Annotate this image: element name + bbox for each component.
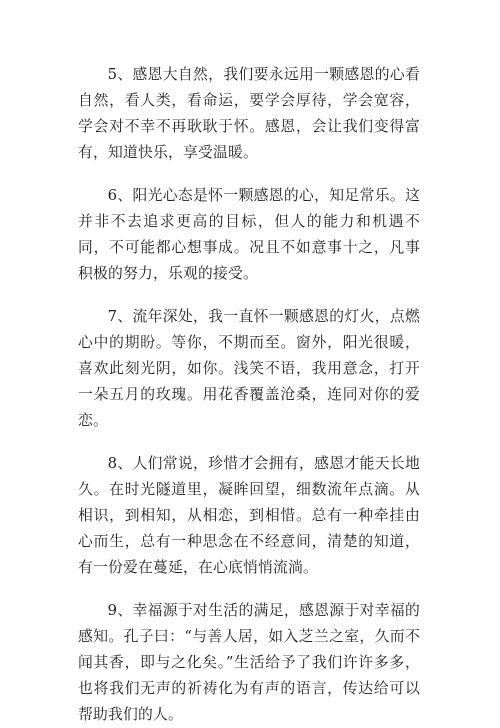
paragraph-8: 8、人们常说，珍惜才会拥有，感恩才能天长地久。在时光隧道里，凝眸回望，细数流年点滴。从相识，到相知，从相恋，到相惜。总有一种牵挂由心而生，总有一种思念在不经意间，清楚的知道，有一份爱在蔓延，在心底悄悄流淌。 [78, 455, 420, 576]
paragraph-5: 5、感恩大自然，我们要永远用一颗感恩的心看自然，看人类，看命运，要学会厚待，学会宽容，学会对不幸不再耿耿于怀。感恩，会让我们变得富有，知道快乐，享受温暖。 [78, 66, 420, 161]
paragraph-6: 6、阳光心态是怀一颗感恩的心，知足常乐。这并非不去追求更高的目标，但人的能力和机遇不同，不可能都心想事成。况且不如意事十之，凡事积极的努力，乐观的接受。 [78, 187, 420, 282]
paragraph-9: 9、幸福源于对生活的满足，感恩源于对幸福的感知。孔子曰：“与善人居，如入芝兰之室，久而不闻其香，即与之化矣。”生活给予了我们许许多多，也将我们无声的祈祷化为有声的语言，传达给可以帮助我们的人。 [78, 602, 420, 723]
paragraph-7: 7、流年深处，我一直怀一颗感恩的灯火，点燃心中的期盼。等你，不期而至。窗外，阳光很暖，喜欢此刻光阴，如你。浅笑不语，我用意念，打开一朵五月的玫瑰。用花香覆盖沧桑，连同对你的爱恋。 [78, 308, 420, 429]
